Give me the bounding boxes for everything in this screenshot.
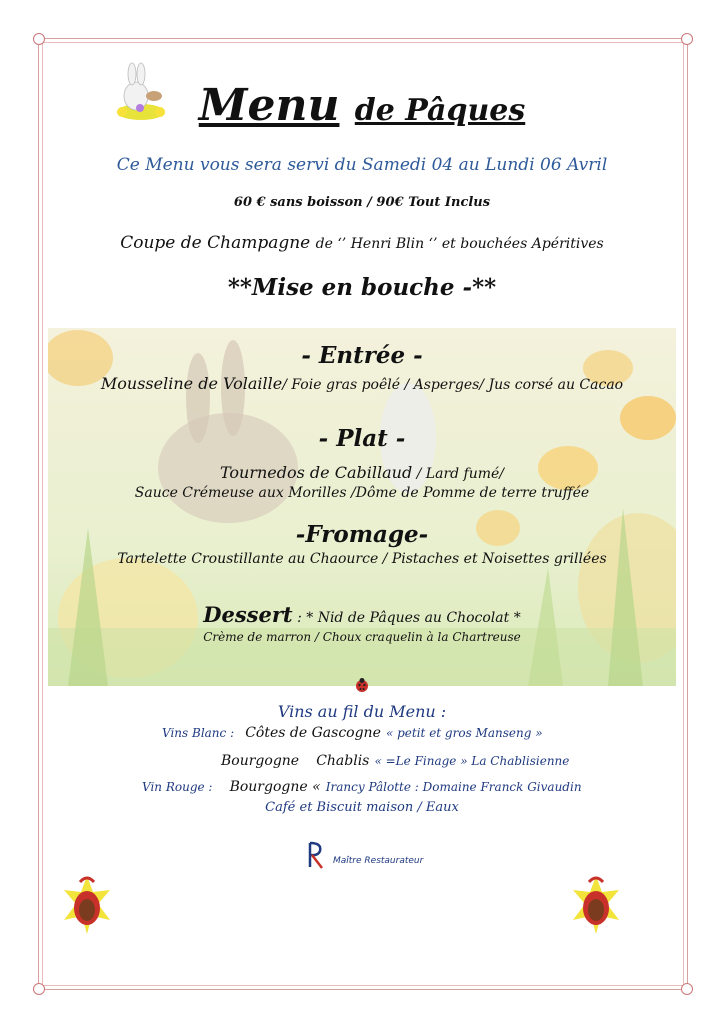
maitre-restaurateur-logo [305,840,327,870]
white-wine-note: « petit et gros Manseng » [385,726,543,740]
corner-ornament [33,33,45,45]
ladybug-icon [354,677,370,693]
white-wine-line [162,722,543,741]
corner-ornament [681,983,693,995]
red-wine-note: Irancy Pâlotte : Domaine Franck Givaudin [325,780,582,794]
amuse-bouche-heading: **Mise en bouche -** [227,274,497,301]
maitre-restaurateur-label: Maître Restaurateur [333,856,424,866]
easter-egg-image [60,872,114,938]
dessert-description: Crème de marron / Choux craquelin à la Chartreuse [203,630,521,644]
main-course-detail: / Lard fumé/ [412,466,505,482]
wines-heading: Vins au fil du Menu : [277,702,447,721]
chablis-name: Chablis [316,753,370,769]
chablis-line [221,750,569,769]
red-wine-line [142,776,582,795]
chablis-region: Bourgogne [221,753,300,769]
easter-egg-image [569,872,623,938]
menu-title-sub: de Pâques [354,93,526,128]
main-course-line-1 [0,463,724,482]
starter-heading: - Entrée - [301,342,423,369]
menu-title [0,80,724,131]
main-course-heading: - Plat - [318,425,406,452]
white-wine-label: Vins Blanc : [162,726,235,740]
corner-ornament [33,983,45,995]
starter-main: Mousseline de Volaille [100,374,283,393]
service-dates: Ce Menu vous sera servi du Samedi 04 au Lundi 06 Avril [116,155,608,175]
dessert-label: Dessert [203,602,293,627]
starter-detail: / Foie gras poêlé / Asperges/ Jus corsé au Cacao [282,377,624,393]
red-wine-name: Bourgogne « [229,779,321,795]
corner-ornament [681,33,693,45]
menu-title-main: Menu [198,80,340,131]
red-wine-label: Vin Rouge : [142,780,213,794]
dessert-line [0,602,724,627]
dessert-main: : * Nid de Pâques au Chocolat * [292,610,521,626]
main-course-line-2: Sauce Crémeuse aux Morilles /Dôme de Pomme de terre truffée [134,485,590,501]
main-course-main: Tournedos de Cabillaud [219,463,413,482]
aperitif-detail: de ‘’ Henri Blin ‘’ et bouchées Apéritives [315,236,604,252]
cheese-heading: -Fromage- [295,521,429,548]
cheese-description: Tartelette Croustillante au Chaource / Pistaches et Noisettes grillées [117,551,607,567]
starter-description [0,374,724,393]
white-wine-name: Côtes de Gascogne [245,725,381,741]
chablis-note: « =Le Finage » La Chablisienne [374,754,570,768]
coffee-line: Café et Biscuit maison / Eaux [265,800,459,815]
price-line: 60 € sans boisson / 90€ Tout Inclus [233,195,491,210]
aperitif-line [0,233,724,253]
aperitif-main: Coupe de Champagne [120,233,311,253]
